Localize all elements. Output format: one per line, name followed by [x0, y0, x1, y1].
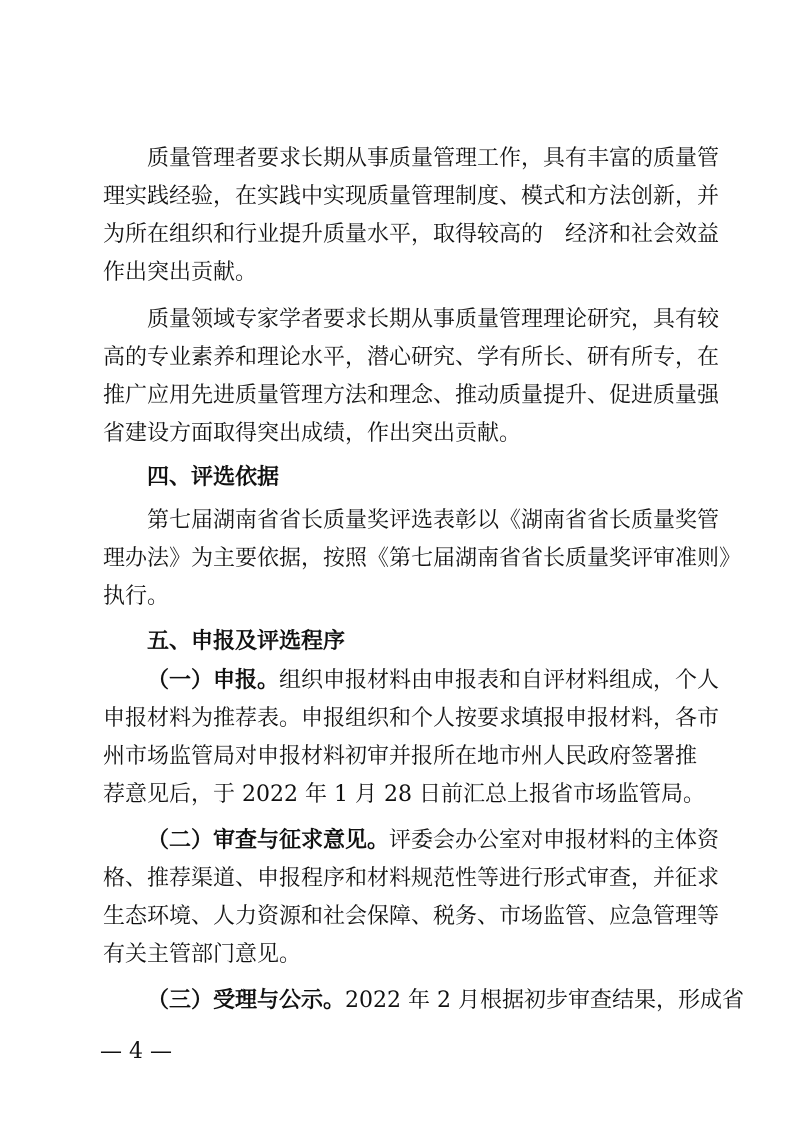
paragraph-line: 有关主管部门意见。	[103, 942, 302, 967]
paragraph-line: 推广应用先进质量管理方法和理念、推动质量提升、促进质量强	[103, 383, 720, 408]
paragraph-line: 州市场监管局对申报材料初审并报所在地市州人民政府签署推	[103, 744, 698, 769]
paragraph-line: 省建设方面取得突出成绩，作出突出贡献。	[103, 421, 522, 446]
paragraph-line: 高的专业素养和理论水平，潜心研究、学有所长、研有所专，在	[103, 345, 720, 370]
section-heading-4: 四、评选依据	[147, 465, 280, 490]
paragraph-line: 质量领域专家学者要求长期从事质量管理理论研究，具有较	[147, 307, 720, 332]
paragraph-line	[147, 827, 720, 857]
paragraph-text: 评委会办公室对申报材料的主体资	[389, 828, 720, 853]
paragraph-text: 2022 年 2 月根据初步审查结果，形成省	[345, 988, 744, 1013]
subsection-lead: （一）申报。	[147, 668, 280, 693]
paragraph-line: 生态环境、人力资源和社会保障、税务、市场监管、应急管理等	[103, 904, 720, 929]
paragraph-text: 组织申报材料由申报表和自评材料组成，个人	[279, 668, 720, 693]
paragraph-line: 申报材料为推荐表。申报组织和个人按要求填报申报材料，各市	[103, 706, 720, 731]
section-heading-5: 五、申报及评选程序	[147, 629, 346, 654]
paragraph-line: 理实践经验，在实践中实现质量管理制度、模式和方法创新，并	[103, 184, 720, 209]
paragraph-line: 第七届湖南省省长质量奖评选表彰以《湖南省省长质量奖管	[147, 508, 720, 533]
subsection-lead: （三）受理与公示。	[147, 988, 346, 1013]
paragraph-line: 格、推荐渠道、申报程序和材料规范性等进行形式审查，并征求	[103, 866, 720, 891]
paragraph-line: 作出突出贡献。	[103, 260, 258, 285]
subsection-lead: （二）审查与征求意见。	[147, 828, 390, 853]
paragraph-line	[147, 667, 720, 697]
paragraph-line	[147, 987, 744, 1017]
paragraph-line: 理办法》为主要依据，按照《第七届湖南省省长质量奖评审准则》	[103, 546, 742, 571]
page-number: — 4 —	[100, 1039, 172, 1064]
paragraph-line: 质量管理者要求长期从事质量管理工作，具有丰富的质量管	[147, 146, 720, 171]
paragraph-line: 荐意见后，于 2022 年 1 月 28 日前汇总上报省市场监管局。	[103, 782, 705, 807]
paragraph-line: 为所在组织和行业提升质量水平，取得较高的 经济和社会效益	[103, 222, 720, 247]
paragraph-line: 执行。	[103, 584, 170, 609]
